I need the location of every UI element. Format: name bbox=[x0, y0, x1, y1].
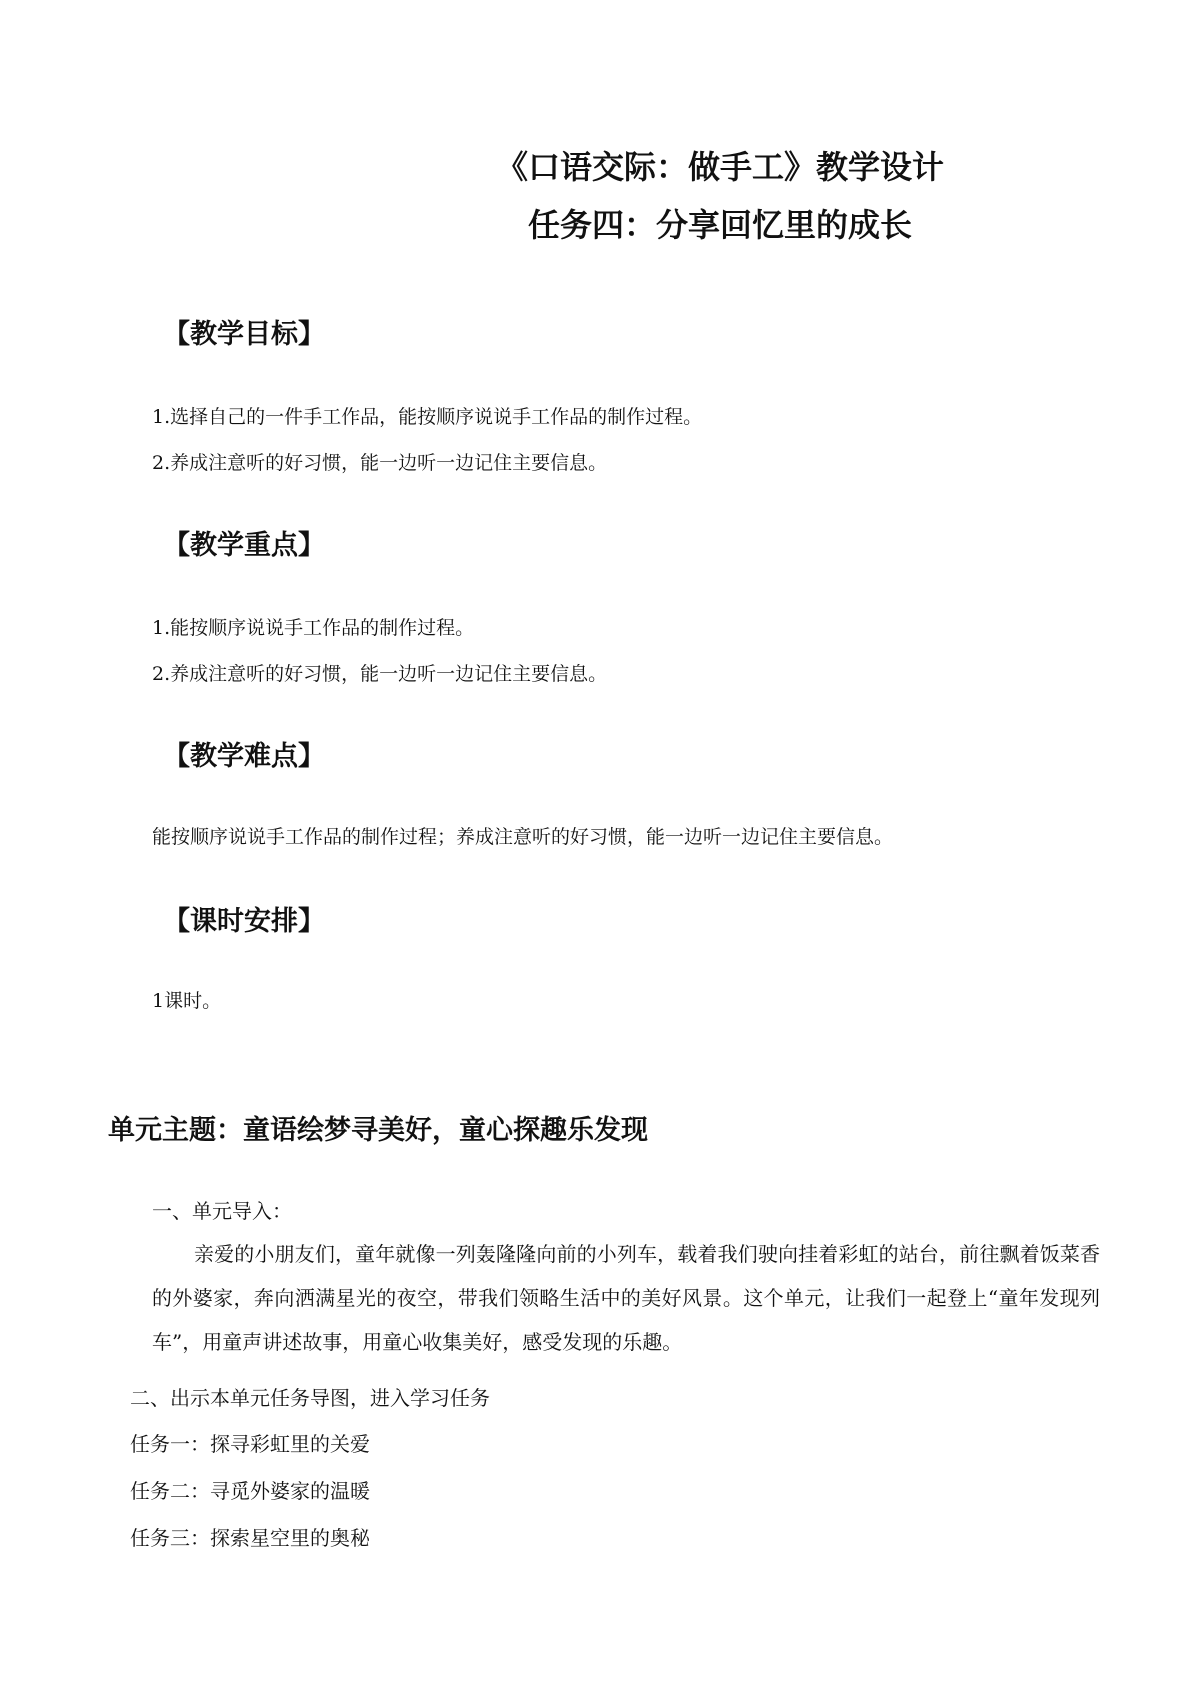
difficulty-text: 能按顺序说说手工作品的制作过程；养成注意听的好习惯，能一边听一边记住主要信息。 bbox=[152, 826, 894, 848]
objective-item: 1.选择自己的一件手工作品，能按顺序说说手工作品的制作过程。 bbox=[152, 406, 703, 428]
unit-intro-paragraph: 亲爱的小朋友们，童年就像一列轰隆隆向前的小列车，载着我们驶向挂着彩虹的站台，前往飘着饭菜香的外婆家，奔向洒满星光的夜空，带我们领略生活中的美好风景。这个单元，让我们一起登上“童年发现列车”，用童声讲述故事，用童心收集美好，感受发现的乐趣。 bbox=[152, 1242, 1100, 1354]
unit-intro-heading: 一、单元导入： bbox=[152, 1199, 292, 1223]
key-point-item: 2.养成注意听的好习惯，能一边听一边记住主要信息。 bbox=[152, 663, 608, 685]
document-subtitle: 任务四：分享回忆里的成长 bbox=[527, 206, 912, 244]
schedule-text: 1课时。 bbox=[152, 990, 222, 1012]
section-heading-schedule: 【课时安排】 bbox=[163, 906, 325, 937]
section-heading-objectives: 【教学目标】 bbox=[163, 319, 325, 350]
objective-item: 2.养成注意听的好习惯，能一边听一边记住主要信息。 bbox=[152, 452, 608, 474]
task-item: 任务二：寻觅外婆家的温暖 bbox=[130, 1479, 370, 1503]
section-heading-key-points: 【教学重点】 bbox=[163, 530, 325, 561]
key-point-item: 1.能按顺序说说手工作品的制作过程。 bbox=[152, 617, 475, 639]
task-list-heading: 二、出示本单元任务导图，进入学习任务 bbox=[130, 1386, 490, 1410]
task-item: 任务一：探寻彩虹里的关爱 bbox=[130, 1432, 370, 1456]
document-title: 《口语交际：做手工》教学设计 bbox=[495, 148, 944, 186]
task-item: 任务三：探索星空里的奥秘 bbox=[130, 1526, 370, 1550]
unit-theme-heading: 单元主题：童语绘梦寻美好，童心探趣乐发现 bbox=[108, 1115, 648, 1146]
section-heading-difficulties: 【教学难点】 bbox=[163, 741, 325, 772]
